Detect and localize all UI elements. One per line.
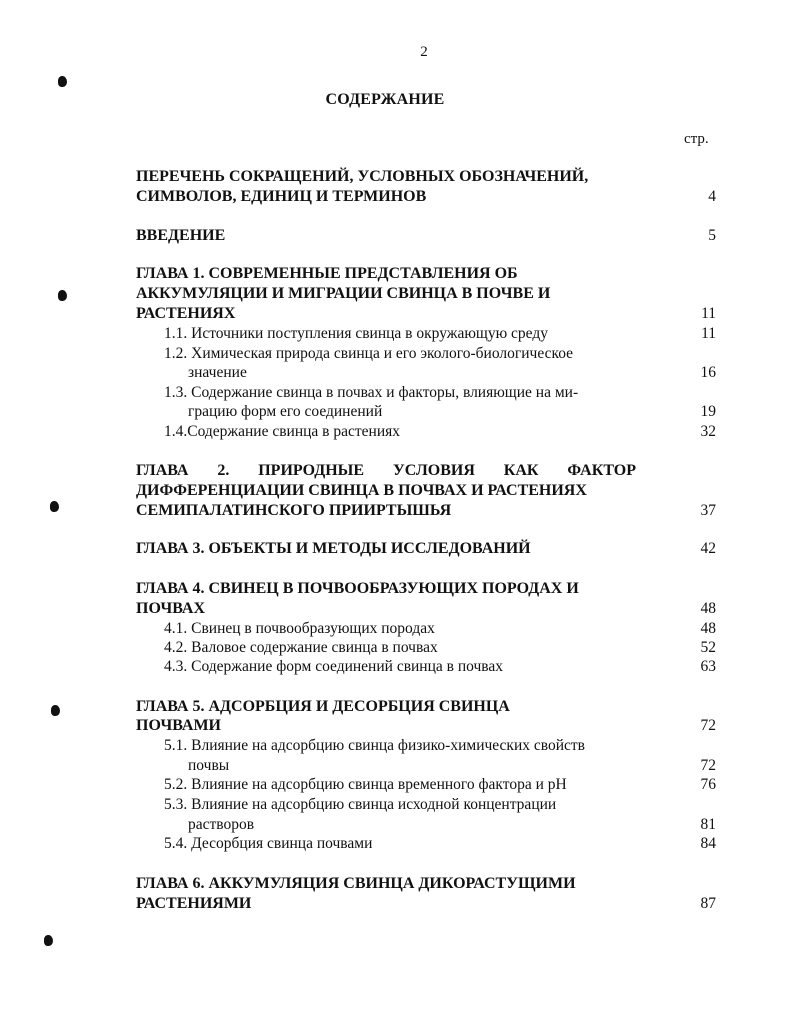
toc-ch4-line2: ПОЧВАХ [136, 600, 206, 617]
toc-ch5-s1-line2: почвы [188, 757, 230, 774]
toc-ch2-line2: ДИФФЕРЕНЦИАЦИИ СВИНЦА В ПОЧВАХ И РАСТЕНИЯХ [136, 482, 587, 499]
toc-ch1-s2-line1: 1.2. Химическая природа свинца и его эколого-биологическое [164, 345, 574, 362]
toc-abbrev-line1: ПЕРЕЧЕНЬ СОКРАЩЕНИЙ, УСЛОВНЫХ ОБОЗНАЧЕНИЙ, [136, 168, 589, 185]
toc-ch1-line1: ГЛАВА 1. СОВРЕМЕННЫЕ ПРЕДСТАВЛЕНИЯ ОБ [136, 265, 518, 282]
toc-ch4-s3: 4.3. Содержание форм соединений свинца в почвах [164, 658, 504, 675]
toc-abbrev-page: 4 [708, 188, 716, 205]
toc-intro: ВВЕДЕНИЕ [136, 227, 226, 244]
toc-intro-page: 5 [708, 227, 716, 244]
toc-ch5-s4: 5.4. Десорбция свинца почвами [164, 835, 373, 852]
scan-mark [58, 290, 67, 301]
scan-mark [50, 501, 59, 512]
toc-ch6-line1: ГЛАВА 6. АККУМУЛЯЦИЯ СВИНЦА ДИКОРАСТУЩИМИ [136, 875, 576, 892]
toc-ch4-s1-page: 48 [700, 620, 716, 637]
toc-ch1-s3-page: 19 [700, 403, 716, 420]
toc-ch5-s3-line1: 5.3. Влияние на адсорбцию свинца исходной концентрации [164, 796, 557, 813]
toc-ch4-s2-page: 52 [700, 639, 716, 656]
toc-ch1-s4: 1.4.Содержание свинца в растениях [164, 423, 401, 440]
toc-ch3-page: 42 [700, 540, 716, 557]
toc-ch1-line2: АККУМУЛЯЦИИ И МИГРАЦИИ СВИНЦА В ПОЧВЕ И [136, 285, 551, 302]
toc-ch4-s3-page: 63 [700, 658, 716, 675]
toc-ch3: ГЛАВА 3. ОБЪЕКТЫ И МЕТОДЫ ИССЛЕДОВАНИЙ [136, 540, 531, 557]
toc-ch1-s4-page: 32 [700, 423, 716, 440]
toc-ch5-s4-page: 84 [700, 835, 716, 852]
scan-mark [58, 76, 67, 87]
page-column-header: стр. [684, 131, 709, 147]
toc-ch1-s3-line2: грацию форм его соединений [188, 403, 383, 420]
toc-ch5-line1: ГЛАВА 5. АДСОРБЦИЯ И ДЕСОРБЦИЯ СВИНЦА [136, 698, 510, 715]
toc-ch5-s1-page: 72 [700, 757, 716, 774]
toc-ch5-s3-line2: растворов [188, 816, 255, 833]
toc-ch1-s1-page: 11 [701, 325, 716, 342]
page-title: СОДЕРЖАНИЕ [325, 91, 445, 108]
page-number: 2 [420, 44, 428, 60]
toc-ch5-s2: 5.2. Влияние на адсорбцию свинца временного фактора и pH [164, 776, 567, 793]
toc-ch1-line3: РАСТЕНИЯХ [136, 305, 236, 322]
toc-ch5-s1-line1: 5.1. Влияние на адсорбцию свинца физико-химических свойств [164, 737, 585, 754]
toc-ch1-s1: 1.1. Источники поступления свинца в окружающую среду [164, 325, 548, 342]
toc-ch4-page: 48 [700, 600, 716, 617]
toc-ch5-line2: ПОЧВАМИ [136, 717, 221, 734]
toc-ch4-s1: 4.1. Свинец в почвообразующих породах [164, 620, 435, 637]
scan-mark [51, 705, 60, 716]
toc-ch4-line1: ГЛАВА 4. СВИНЕЦ В ПОЧВООБРАЗУЮЩИХ ПОРОДАХ И [136, 580, 579, 597]
toc-ch6-page: 87 [700, 895, 716, 912]
toc-ch5-page: 72 [700, 717, 716, 734]
toc-ch1-page: 11 [701, 305, 716, 322]
scan-mark [44, 935, 53, 946]
toc-ch6-line2: РАСТЕНИЯМИ [136, 895, 252, 912]
toc-ch1-s3-line1: 1.3. Содержание свинца в почвах и факторы, влияющие на ми- [164, 384, 579, 401]
toc-ch5-s3-page: 81 [700, 816, 716, 833]
toc-ch4-s2: 4.2. Валовое содержание свинца в почвах [164, 639, 438, 656]
toc-abbrev-line2: СИМВОЛОВ, ЕДИНИЦ И ТЕРМИНОВ [136, 188, 427, 205]
toc-ch2-page: 37 [700, 502, 716, 519]
toc-ch1-s2-page: 16 [700, 364, 716, 381]
toc-ch1-s2-line2: значение [188, 364, 247, 381]
toc-ch2-line3: СЕМИПАЛАТИНСКОГО ПРИИРТЫШЬЯ [136, 502, 452, 519]
toc-ch2-line1: ГЛАВА 2. ПРИРОДНЫЕ УСЛОВИЯ КАК ФАКТОР [136, 462, 636, 479]
toc-ch5-s2-page: 76 [700, 776, 716, 793]
